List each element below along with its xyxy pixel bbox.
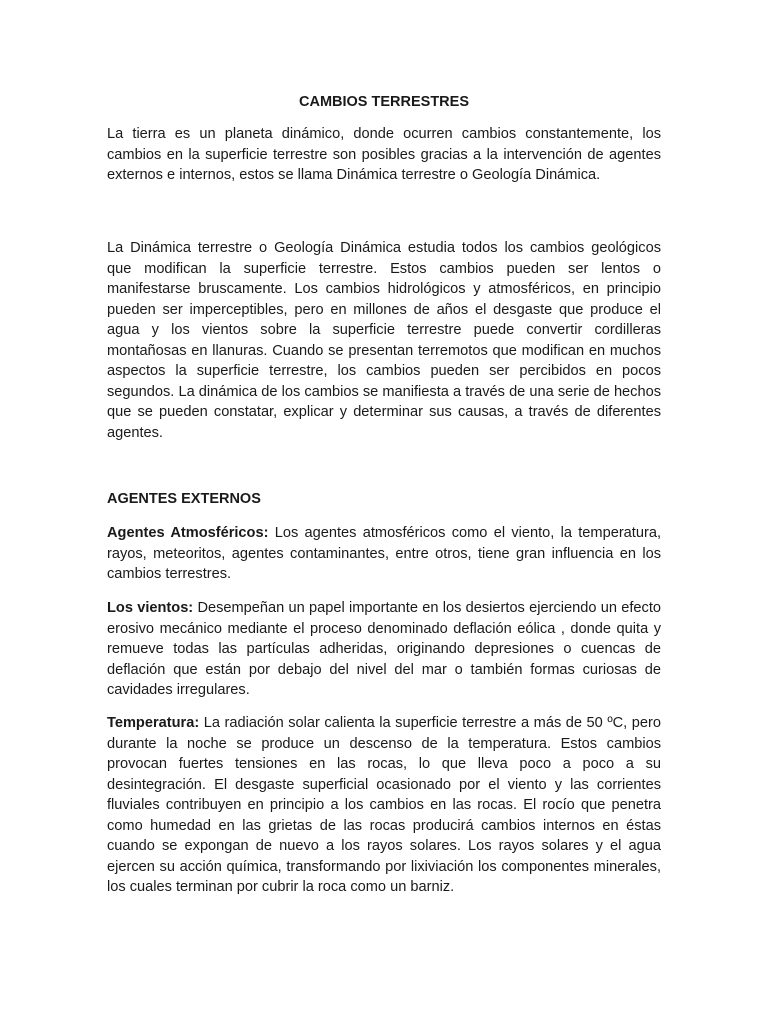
atmospheric-agents-lead: Agentes Atmosféricos: (107, 525, 269, 541)
dynamics-paragraph: La Dinámica terrestre o Geología Dinámica estudia todos los cambios geológicos que modifican la superficie terrestre. Estos cambios pueden ser lentos o manifestarse bruscamente. Los cambios hidrológicos y atmosféricos, en principio pueden ser imperceptibles, pero en millones de años el desgaste que produce el agua y los vientos sobre la superficie terrestre puede convertir cordilleras montañosas en llanuras. Cuando se presentan terremotos que modifican en muchos aspectos la superficie terrestre, los cambios pueden ser percibidos en pocos segundos. La dinámica de los cambios se manifiesta a través de una serie de hechos que se pueden constatar, explicar y determinar sus causas, a través de diferentes agentes. (107, 240, 661, 441)
temperature-text: La radiación solar calienta la superficie terrestre a más de 50 ºC, pero durante la noche se produce un descenso de la temperatura. Estos cambios provocan fuertes tensiones en las rocas, lo que lleva poco a poco a su desintegración. El desgaste superficial ocasionado por el viento y las corrientes fluviales contribuyen en principio a los cambios en las rocas. El rocío que penetra como humedad en las grietas de las rocas producirá cambios internos en éstas cuando se expongan de nuevo a los rayos solares. Los rayos solares y el agua ejercen su acción química, transformando por lixiviación los componentes minerales, los cuales terminan por cubrir la roca como un barniz. (107, 715, 661, 895)
atmospheric-agents-text: Los agentes atmosféricos como el viento, la temperatura, rayos, meteoritos, agentes contaminantes, entre otros, tiene gran influencia en los cambios terrestres. (107, 525, 661, 582)
winds-paragraph (107, 598, 661, 701)
winds-text: Desempeñan un papel importante en los desiertos ejerciendo un efecto erosivo mecánico mediante el proceso denominado deflación eólica , donde quita y remueve todas las partículas adheridas, originando depresiones o cuencas de deflación que están por debajo del nivel del mar o también formas curiosas de cavidades irregulares. (107, 600, 661, 698)
winds-lead: Los vientos: (107, 600, 194, 616)
temperature-lead: Temperatura: (107, 715, 200, 731)
atmospheric-agents-paragraph (107, 523, 661, 585)
document-title: CAMBIOS TERRESTRES (299, 94, 469, 110)
section-heading: AGENTES EXTERNOS (107, 491, 261, 507)
temperature-paragraph (107, 713, 661, 898)
intro-paragraph: La tierra es un planeta dinámico, donde ocurren cambios constantemente, los cambios en la superficie terrestre son posibles gracias a la intervención de agentes externos e internos, estos se llama Dinámica terrestre o Geología Dinámica. (107, 126, 661, 183)
